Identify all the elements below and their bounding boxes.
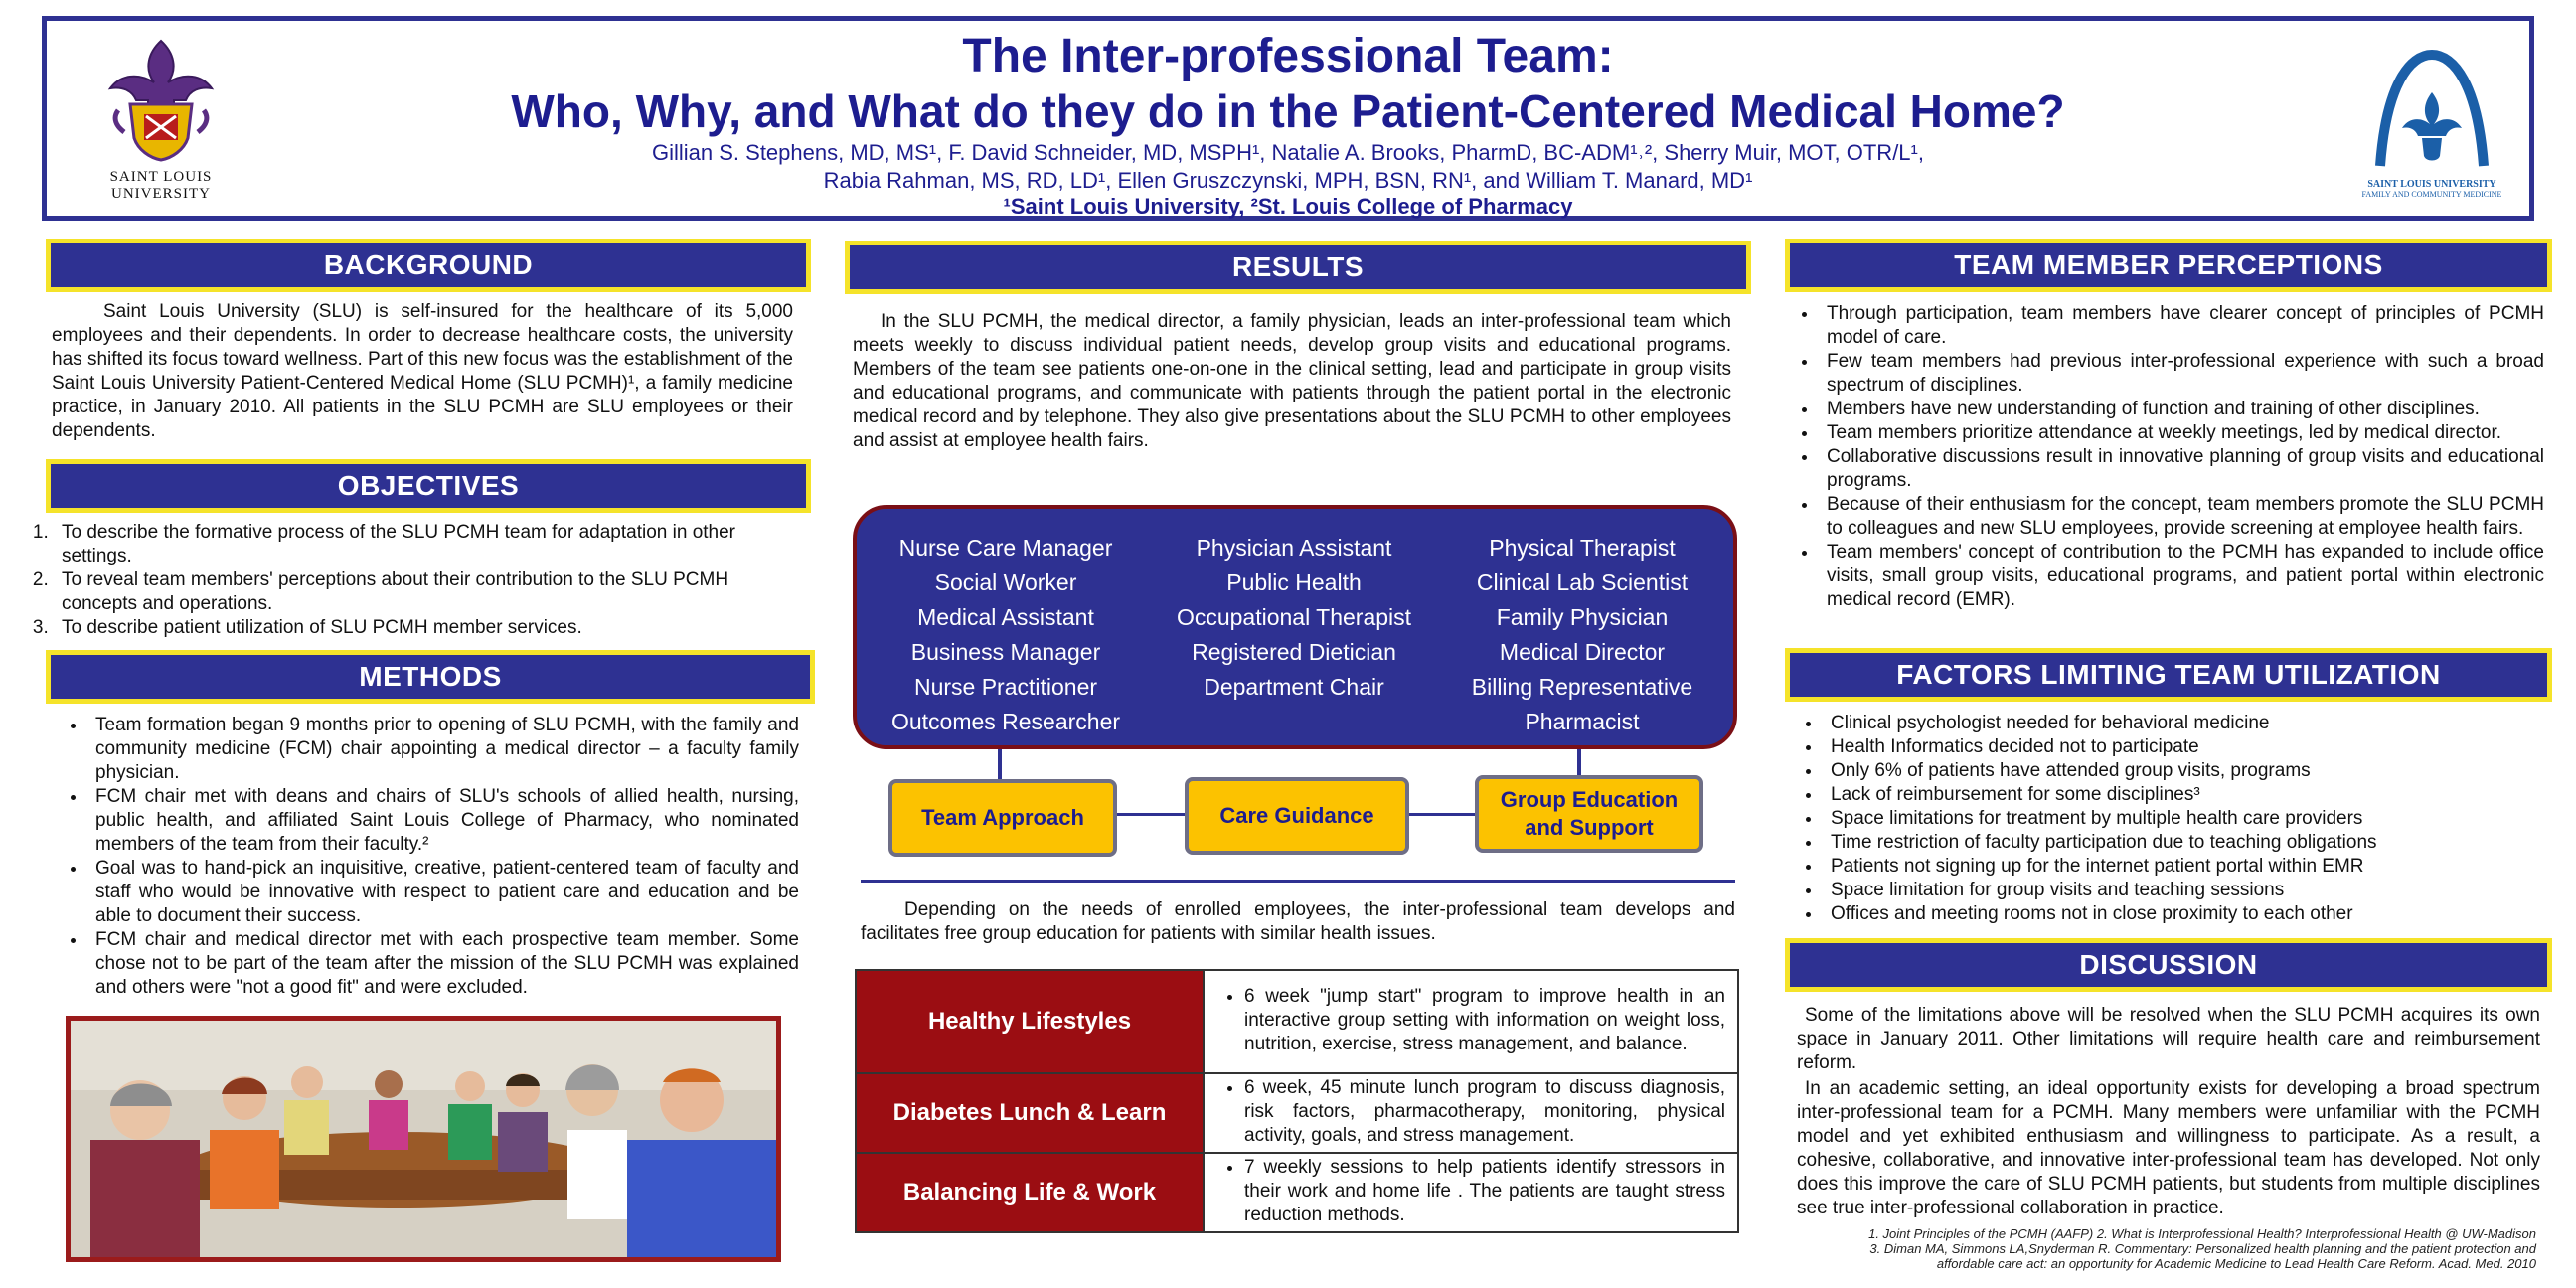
results-heading: RESULTS: [845, 241, 1751, 294]
poster-title-line2: Who, Why, and What do they do in the Patient-Centered Medical Home?: [511, 85, 2065, 137]
method-item: • FCM chair met with deans and chairs of SLU's schools of allied health, nursing, public health, and affiliated Saint Louis College of Pharmacy, who nominated members of the team from their faculty.²: [87, 785, 799, 857]
role-item: Public Health: [1226, 569, 1362, 595]
program-name: Healthy Lifestyles: [856, 970, 1204, 1073]
role-item: Clinical Lab Scientist: [1476, 569, 1689, 595]
program-name: Diabetes Lunch & Learn: [856, 1073, 1204, 1153]
logo-right-text-1: SAINT LOUIS UNIVERSITY: [2367, 179, 2496, 190]
role-item: Physical Therapist: [1489, 535, 1676, 561]
roles-column-3: [1448, 531, 1716, 739]
factor-item: • Health Informatics decided not to participate: [1823, 735, 2544, 759]
factor-item: • Lack of reimbursement for some disciplines³: [1823, 783, 2544, 807]
connector-line: [1115, 813, 1189, 816]
perception-item: • Collaborative discussions result in innovative planning of group visits and educational programs.: [1819, 445, 2544, 493]
group-education-text: Depending on the needs of enrolled employees, the inter-professional team develops and facilitates free group education for patients with similar health issues.: [861, 899, 1735, 944]
perceptions-list: [1779, 302, 2544, 612]
methods-list: [48, 714, 799, 1000]
program-description: • 6 week, 45 minute lunch program to discuss diagnosis, risk factors, pharmacotherapy, monitoring, physical activity, goals, and stress management.: [1244, 1076, 1725, 1148]
perception-item: • Team members' concept of contribution to the PCMH has expanded to include office visits, small group visits, educational programs, and patient portal within electronic medical record (EMR).: [1819, 541, 2544, 612]
table-row: [856, 1073, 1738, 1153]
background-heading: BACKGROUND: [46, 239, 811, 292]
background-text: Saint Louis University (SLU) is self-insured for the healthcare of its 5,000 employees and their dependents. In order to decrease healthcare costs, the university has shifted its focus toward wellness. Part of this new focus was the establishment of the Saint Louis University Patient-Centered Medical Home (SLU PCMH)¹, a family medicine practice, in January 2010. All patients in the SLU PCMH are SLU employees or their dependents.: [52, 301, 793, 441]
objective-item: 3. To describe patient utilization of SLU PCMH member services.: [54, 616, 779, 640]
role-item: Nurse Practitioner: [913, 674, 1098, 700]
program-description-cell: [1204, 1153, 1738, 1232]
care-guidance-box: Care Guidance: [1185, 777, 1409, 855]
table-row: [856, 1153, 1738, 1232]
role-item: Billing Representative: [1471, 674, 1693, 700]
perception-item: • Because of their enthusiasm for the concept, team members promote the SLU PCMH to colleagues and new SLU employees, provide screening at employee health fairs.: [1819, 493, 2544, 541]
perception-item: • Team members prioritize attendance at weekly meetings, led by medical director.: [1819, 421, 2544, 445]
method-item: • Goal was to hand-pick an inquisitive, creative, patient-centered team of faculty and staff who would be innovative with respect to patient care and education and be able to document their success.: [87, 857, 799, 928]
discussion-heading: DISCUSSION: [1785, 938, 2552, 992]
logo-right-text-2: FAMILY AND COMMUNITY MEDICINE: [2361, 190, 2502, 199]
perceptions-heading: TEAM MEMBER PERCEPTIONS: [1785, 239, 2552, 292]
authors-line1: Gillian S. Stephens, MD, MS¹, F. David Schneider, MD, MSPH¹, Natalie A. Brooks, PharmD, BC-ADM¹˒², Sherry Muir, MOT, OTR/L¹,: [652, 140, 1924, 165]
program-description-cell: [1204, 1073, 1738, 1153]
role-item: Social Worker: [934, 569, 1077, 595]
program-description-cell: [1204, 970, 1738, 1073]
factor-item: • Offices and meeting rooms not in close proximity to each other: [1823, 902, 2544, 926]
method-item: • Team formation began 9 months prior to opening of SLU PCMH, with the family and community medicine (FCM) chair appointing a medical director – a faculty family physician.: [87, 714, 799, 785]
factor-item: • Space limitation for group visits and teaching sessions: [1823, 879, 2544, 902]
poster-header: [42, 16, 2534, 221]
logo-left-text-1: SAINT LOUIS: [109, 169, 213, 185]
objectives-heading: OBJECTIVES: [46, 459, 811, 513]
reference-line-3: affordable care act: an opportunity for Academic Medicine to Lead Health Care Reform. Acad. Med. 2010: [1936, 1256, 2536, 1271]
divider-line: [861, 880, 1735, 883]
perception-item: • Through participation, team members have clearer concept of principles of PCMH model of care.: [1819, 302, 2544, 350]
affiliations: ¹Saint Louis University, ²St. Louis College of Pharmacy: [1003, 194, 1573, 219]
perception-item: • Members have new understanding of function and training of other disciplines.: [1819, 398, 2544, 421]
photo-illustration: [71, 1021, 776, 1257]
roles-column-1: [877, 531, 1135, 739]
objectives-list: [14, 521, 779, 640]
roles-column-2: [1155, 531, 1433, 705]
connector-line: [1407, 813, 1477, 816]
discussion-paragraph-1: Some of the limitations above will be resolved when the SLU PCMH acquires its own space in January 2011. Other limitations will require health care and reimbursement reform.: [1797, 1005, 2540, 1073]
role-item: Business Manager: [910, 639, 1101, 665]
program-description: • 7 weekly sessions to help patients identify stressors in their work and home life . The patients are taught stress reduction methods.: [1244, 1156, 1725, 1227]
group-education-box: Group Education and Support: [1475, 775, 1703, 853]
perception-item: • Few team members had previous inter-professional experience with such a broad spectrum of disciplines.: [1819, 350, 2544, 398]
reference-line-2: 3. Diman MA, Simmons LA,Snyderman R. Commentary: Personalized health planning and the patient protection and: [1869, 1241, 2536, 1256]
poster-title-line1: The Inter-professional Team:: [962, 30, 1614, 82]
team-approach-box: Team Approach: [888, 779, 1117, 857]
discussion-paragraph-2: In an academic setting, an ideal opportunity exists for developing a broad spectrum inter-professional team for a PCMH. Many members were unfamiliar with the PCMH model and yet exhibited enthusiasm and willingness to participate. As a result, a cohesive, collaborative, and innovative inter-professional team has developed. Not only does this improve the care of SLU PCMH patients, but students from multiple disciplines see true inter-professional collaboration in practice.: [1797, 1078, 2540, 1218]
role-item: Occupational Therapist: [1176, 604, 1412, 630]
connector-line: [998, 749, 1002, 779]
role-item: Nurse Care Manager: [898, 535, 1113, 561]
factor-item: • Time restriction of faculty participation due to teaching obligations: [1823, 831, 2544, 855]
role-item: Pharmacist: [1525, 709, 1640, 734]
methods-heading: METHODS: [46, 650, 815, 704]
role-item: Medical Assistant: [917, 604, 1094, 630]
factor-item: • Clinical psychologist needed for behavioral medicine: [1823, 712, 2544, 735]
objective-item: 2. To reveal team members' perceptions about their contribution to the SLU PCMH concepts and operations.: [54, 568, 779, 616]
role-item: Family Physician: [1496, 604, 1669, 630]
logo-left-text-2: UNIVERSITY: [111, 186, 211, 202]
role-item: Department Chair: [1204, 674, 1384, 700]
objective-item: 1. To describe the formative process of the SLU PCMH team for adaptation in other settings.: [54, 521, 779, 568]
role-item: Registered Dietician: [1192, 639, 1396, 665]
factor-item: • Space limitations for treatment by multiple health care providers: [1823, 807, 2544, 831]
table-row: [856, 970, 1738, 1073]
arch-fleur-icon: [2352, 45, 2511, 174]
method-item: • FCM chair and medical director met with each prospective team member. Some chose not to be part of the team after the mission of the SLU PCMH was explained and others were "not a good fit" and were excluded.: [87, 928, 799, 1000]
team-meeting-photo: [66, 1016, 781, 1262]
team-roles-box: [853, 505, 1737, 749]
factor-item: • Patients not signing up for the internet patient portal within EMR: [1823, 855, 2544, 879]
reference-line-1: 1. Joint Principles of the PCMH (AAFP) 2. What is Interprofessional Health? Interprofessional Health @ UW-Madison: [1868, 1226, 2536, 1241]
program-name: Balancing Life & Work: [856, 1153, 1204, 1232]
results-intro: In the SLU PCMH, the medical director, a family physician, leads an inter-professional team which meets weekly to discuss individual patient needs, develop group visits and educational programs. Members of the team see patients one-on-one in the clinical setting, lead and participate in group visits and educational programs, and communicate with patients through the patient portal in the electronic medical record and by telephone. They also give presentations about the SLU PCMH to other employees and assist at employee health fairs.: [853, 311, 1731, 451]
fcm-logo: [2352, 45, 2511, 204]
role-item: Outcomes Researcher: [890, 709, 1121, 734]
factors-heading: FACTORS LIMITING TEAM UTILIZATION: [1785, 648, 2552, 702]
role-item: Medical Director: [1499, 639, 1666, 665]
factors-list: [1783, 712, 2544, 926]
factor-item: • Only 6% of patients have attended group visits, programs: [1823, 759, 2544, 783]
program-description: • 6 week "jump start" program to improve health in an interactive group setting with information on weight loss, nutrition, exercise, stress management, and balance.: [1244, 985, 1725, 1056]
authors-line2: Rabia Rahman, MS, RD, LD¹, Ellen Gruszczynski, MPH, BSN, RN¹, and William T. Manard, MD¹: [823, 168, 1753, 193]
role-item: Physician Assistant: [1196, 535, 1392, 561]
programs-table: [855, 969, 1739, 1233]
